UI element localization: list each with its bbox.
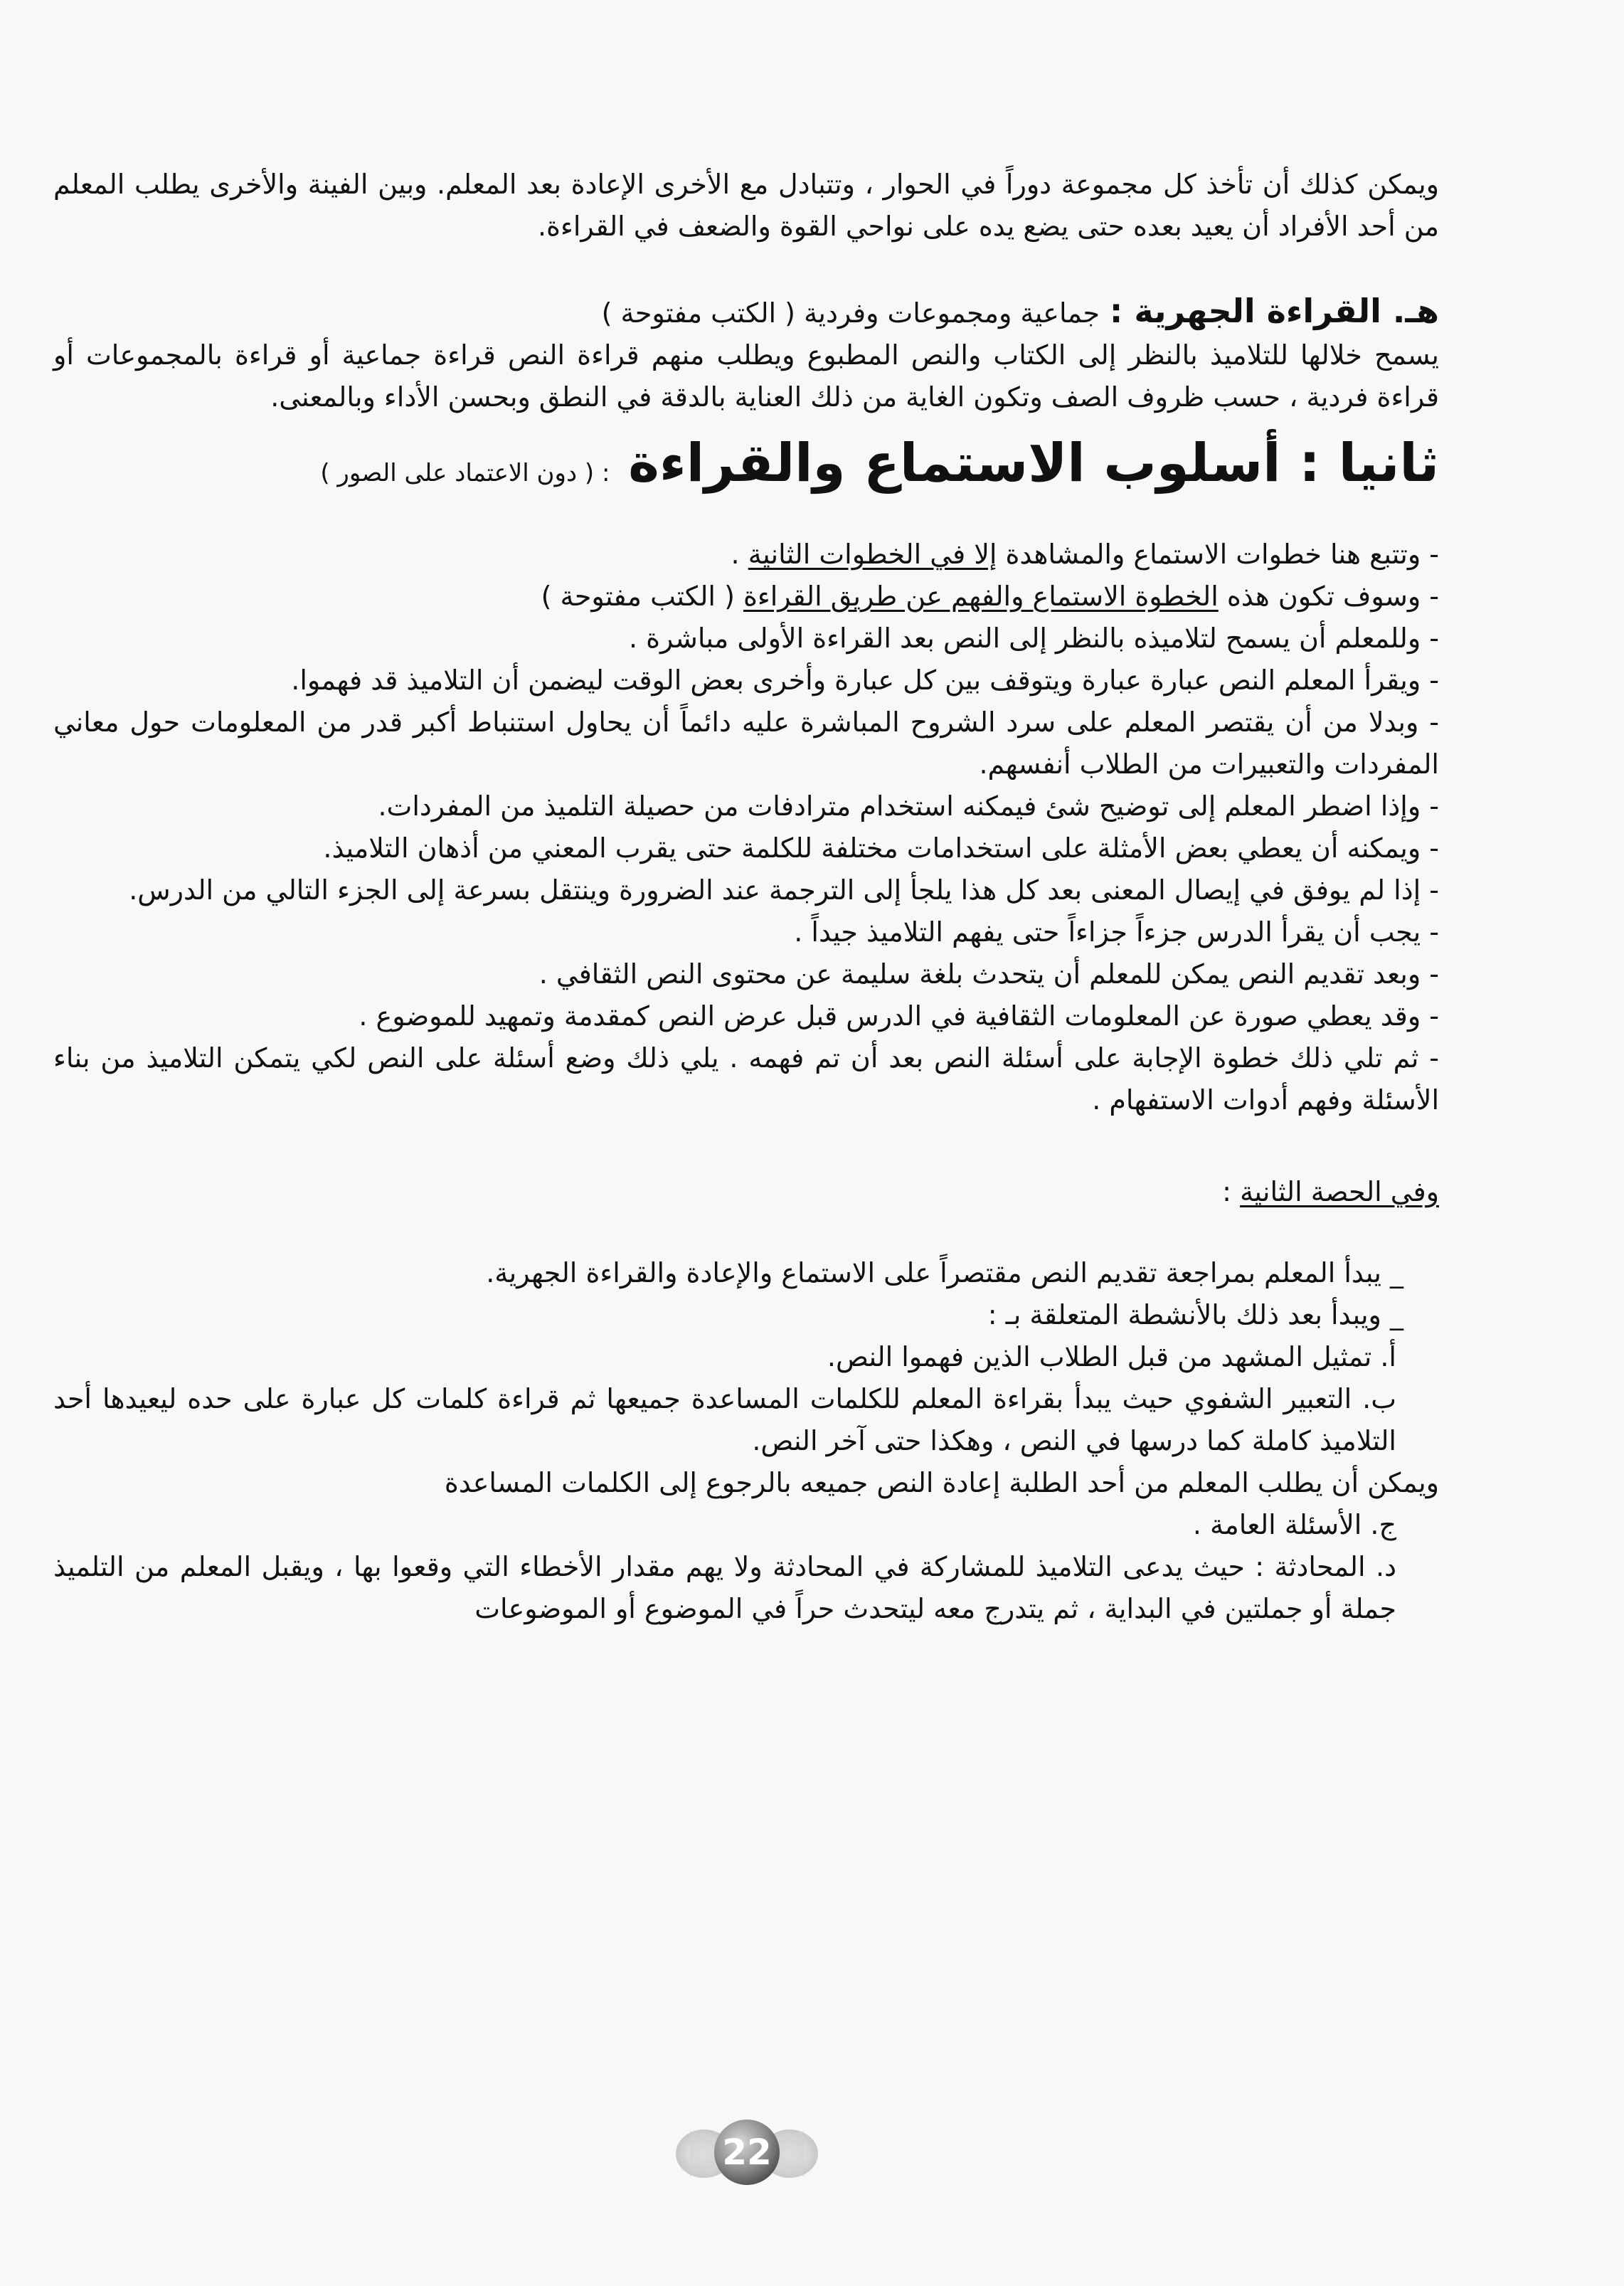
big-heading [53,424,1439,512]
paragraph-intro: ويمكن كذلك أن تأخذ كل مجموعة دوراً في الحوار ، وتتبادل مع الأخرى الإعادة بعد المعلم. وبين الفينة والأخرى يطلب المعلم من أحد الأفراد أن يعيد بعده حتى يضع يده على نواحي القوة والضعف في القراءة. [53,169,1439,242]
list-item [53,534,1439,576]
spacer [53,1121,1439,1171]
spacer [53,1213,1439,1252]
section-heading-h-title: هـ. القراءة الجهرية : [1109,292,1439,330]
page-number-badge [669,2110,825,2195]
list-item-text: . [731,539,748,570]
list-item-text: - وتتبع هنا خطوات الاستماع والمشاهدة [997,539,1439,570]
list-item-text: - وسوف تكون هذه [1218,581,1439,612]
bullet-list [53,534,1439,1121]
spacer [53,512,1439,534]
second-session-colon: : [1222,1176,1241,1207]
list-item: - ويمكنه أن يعطي بعض الأمثلة على استخدامات مختلفة للكلمة حتى يقرب المعني من أذهان التلاميذ. [323,832,1439,864]
list-item: - يجب أن يقرأ الدرس جزءاً جزاءاً حتى يفهم التلاميذ جيداً . [794,916,1439,948]
list-item: - وبدلا من أن يقتصر المعلم على سرد الشروح المباشرة عليه دائماً أن يحاول استنباط أكبر قدر من المعلومات حول معاني المفردات والتعبيرات من الطلاب أنفسهم. [53,707,1439,780]
activity-item-c: ج. الأسئلة العامة . [1192,1509,1396,1540]
spacer [53,248,1439,290]
list-item: - ثم تلي ذلك خطوة الإجابة على أسئلة النص بعد أن تم فهمه . يلي ذلك وضع أسئلة على النص لكي يتمكن التلاميذ من بناء الأسئلة وفهم أدوات الاستفهام . [53,1042,1439,1116]
list-item: - وللمعلم أن يسمح لتلاميذه بالنظر إلى النص بعد القراءة الأولى مباشرة . [628,623,1439,654]
second-session-heading [53,1171,1439,1213]
activity-item-d: د. المحادثة : حيث يدعى التلاميذ للمشاركة في المحادثة ولا يهم مقدار الأخطاء التي وقعوا بها ، ويقبل المعلم من التلميذ جملة أو جملتين في البداية ، ثم يتدرج معه ليتحدث حراً في الموضوع أو الموضوعات [53,1551,1396,1624]
page-content [53,164,1439,1630]
list-item-text: ( الكتب مفتوحة ) [541,581,743,612]
section-heading-h [53,290,1439,334]
session-line: _ ويبدأ بعد ذلك بالأنشطة المتعلقة بـ : [987,1299,1403,1330]
list-item: - وبعد تقديم النص يمكن للمعلم أن يتحدث بلغة سليمة عن محتوى النص الثقافي . [538,958,1439,990]
underlined-text: الخطوة الاستماع والفهم عن طريق القراءة [743,581,1219,612]
big-heading-title: ثانيا : أسلوب الاستماع والقراءة [628,433,1439,494]
list-item: - ويقرأ المعلم النص عبارة عبارة ويتوقف بين كل عبارة وأخرى بعض الوقت ليضمن أن التلاميذ قد فهموا. [291,665,1439,696]
activity-item-a: أ. تمثيل المشهد من قبل الطلاب الذين فهموا النص. [827,1341,1396,1372]
list-item: - وإذا اضطر المعلم إلى توضيح شئ فيمكنه استخدام مترادفات من حصيلة التلميذ من المفردات. [378,790,1439,822]
session-line: _ يبدأ المعلم بمراجعة تقديم النص مقتصراً على الاستماع والإعادة والقراءة الجهرية. [486,1257,1403,1288]
list-item: - إذا لم يوفق في إيصال المعنى بعد كل هذا يلجأ إلى الترجمة عند الضرورة وينتقل بسرعة إلى الجزء التالي من الدرس. [129,874,1439,906]
activity-item-b-continued: ويمكن أن يطلب المعلم من أحد الطلبة إعادة النص جميعه بالرجوع إلى الكلمات المساعدة [444,1467,1439,1498]
list-item: - وقد يعطي صورة عن المعلومات الثقافية في الدرس قبل عرض النص كمقدمة وتمهيد للموضوع . [359,1000,1439,1032]
paragraph-reading-aloud: يسمح خلالها للتلاميذ بالنظر إلى الكتاب والنص المطبوع ويطلب منهم قراءة النص قراءة جماعية أو قراءة بالمجموعات أو قراءة فردية ، حسب ظروف الصف وتكون الغاية من ذلك العناية بالدقة في النطق وبحسن الأداء وبالمعنى. [53,339,1439,413]
activity-item-b: ب. التعبير الشفوي حيث يبدأ بقراءة المعلم للكلمات المساعدة جميعها ثم قراءة كلمات كل عبارة على حده ليعيدها أحد التلاميذ كاملة كما درسها في النص ، وهكذا حتى آخر النص. [53,1383,1396,1456]
list-item [53,576,1439,618]
section-heading-h-subtitle: جماعية ومجموعات وفردية ( الكتب مفتوحة ) [601,297,1100,329]
second-session-title: وفي الحصة الثانية [1240,1176,1439,1207]
page-number: 22 [722,2132,772,2173]
underlined-text: إلا في الخطوات الثانية [748,539,997,570]
big-heading-subtitle: : ( دون الاعتماد على الصور ) [320,459,610,487]
